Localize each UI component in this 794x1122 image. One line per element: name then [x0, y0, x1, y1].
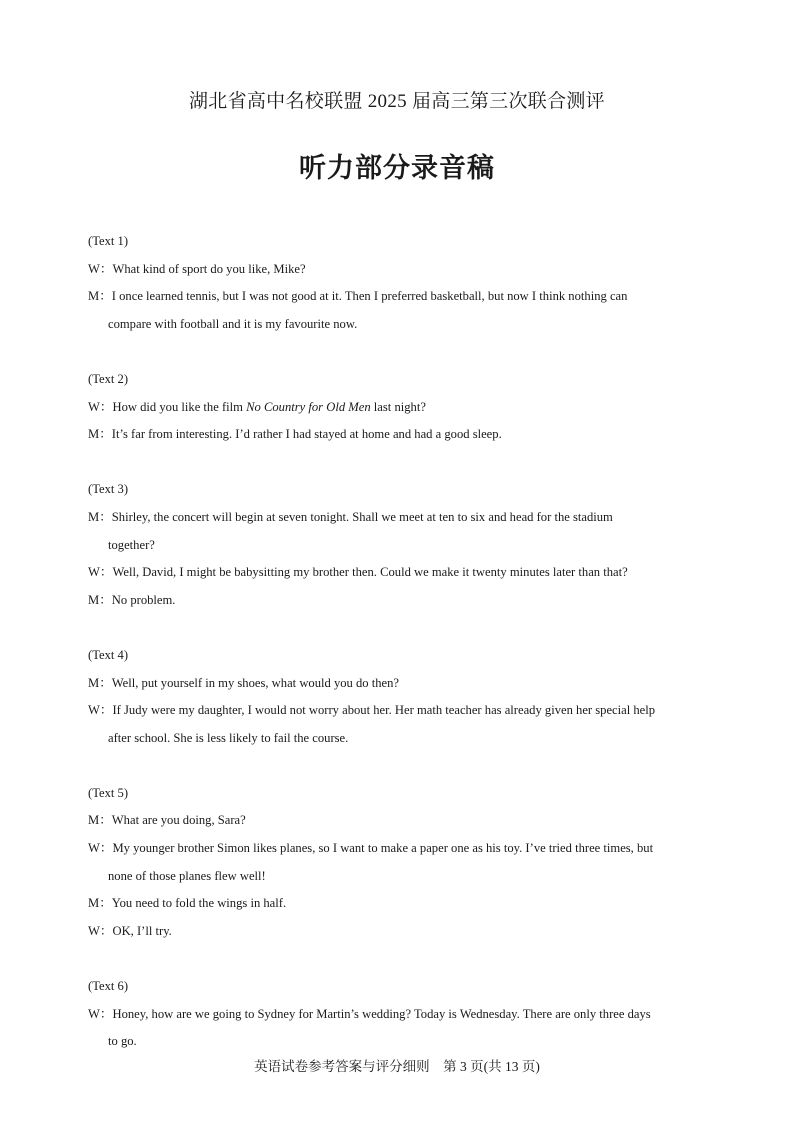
line-text: together? [108, 537, 155, 552]
transcript-section [88, 228, 710, 338]
section-label: (Text 2) [88, 371, 129, 386]
section-label: (Text 1) [88, 234, 129, 248]
line-text: compare with football and it is my favourite now. [108, 316, 358, 331]
speaker-tag: M： [88, 675, 112, 690]
line-text: I once learned tennis, but I was not good at it. Then I preferred basketball, but now I think nothing can [111, 289, 628, 304]
dialogue-line [88, 670, 710, 698]
line-text: How did you like the film [112, 399, 247, 414]
dialogue-line [88, 697, 710, 725]
line-text: If Judy were my daughter, I would not worry about her. Her math teacher has already given her special help [112, 703, 656, 718]
dialogue-line [88, 283, 710, 311]
document-title: 听力部分录音稿 [299, 153, 495, 184]
speaker-tag: W： [88, 703, 113, 718]
line-text: Shirley, the concert will begin at seven tonight. Shall we meet at ten to six and head for the stadium [111, 509, 613, 524]
exam-title: 湖北省高中名校联盟 2025 届高三第三次联合测评 [188, 91, 605, 112]
dialogue-line [88, 311, 710, 339]
section-label: (Text 4) [88, 647, 129, 662]
dialogue-line [88, 532, 710, 560]
line-text: What are you doing, Sara? [111, 813, 246, 828]
transcript-section [88, 366, 710, 449]
transcript-body [88, 228, 710, 1083]
dialogue-line [88, 835, 710, 863]
transcript-section [88, 642, 710, 752]
line-text: to go. [108, 1034, 137, 1049]
dialogue-line [88, 863, 710, 891]
speaker-tag: W： [88, 399, 113, 414]
dialogue-line [88, 890, 710, 918]
speaker-tag: W： [88, 923, 113, 938]
line-text: You need to fold the wings in half. [111, 896, 287, 911]
speaker-tag: M： [88, 896, 112, 911]
line-text: No problem. [111, 592, 176, 607]
line-text: It’s far from interesting. I’d rather I had stayed at home and had a good sleep. [111, 427, 502, 442]
transcript-section [88, 973, 710, 1056]
speaker-tag: W： [88, 1006, 113, 1021]
page-footer: 英语试卷参考答案与评分细则 第 3 页(共 13 页) [254, 1059, 540, 1074]
line-text: after school. She is less likely to fail the course. [108, 730, 349, 745]
speaker-tag: M： [88, 592, 112, 607]
dialogue-line [88, 1001, 710, 1029]
line-text: Well, David, I might be babysitting my brother then. Could we make it twenty minutes later than that? [112, 565, 628, 580]
dialogue-line [88, 1028, 710, 1056]
dialogue-line [88, 504, 710, 532]
speaker-tag: M： [88, 427, 112, 442]
dialogue-line [88, 559, 710, 587]
section-label: (Text 6) [88, 979, 129, 994]
line-text: My younger brother Simon likes planes, so I want to make a paper one as his toy. I’ve tried three times, but [112, 841, 654, 856]
speaker-tag: M： [88, 509, 112, 524]
transcript-section [88, 476, 710, 614]
section-label: (Text 5) [88, 785, 129, 800]
dialogue-line [88, 256, 710, 284]
speaker-tag: W： [88, 841, 113, 856]
line-text: OK, I’ll try. [112, 923, 172, 938]
speaker-tag: M： [88, 813, 112, 828]
film-title: No Country for Old Men [246, 399, 371, 414]
dialogue-line [88, 807, 710, 835]
dialogue-line [88, 587, 710, 615]
dialogue-line [88, 421, 710, 449]
line-text: Well, put yourself in my shoes, what would you do then? [111, 675, 399, 690]
dialogue-line [88, 725, 710, 753]
line-text: Honey, how are we going to Sydney for Martin’s wedding? Today is Wednesday. There are only three days [112, 1006, 651, 1021]
speaker-tag: W： [88, 565, 113, 580]
speaker-tag: W： [88, 261, 113, 276]
dialogue-line [88, 394, 710, 422]
speaker-tag: M： [88, 289, 112, 304]
dialogue-line [88, 918, 710, 946]
line-text: none of those planes flew well! [108, 868, 266, 883]
line-text: last night? [370, 399, 426, 414]
transcript-section [88, 780, 710, 946]
section-label: (Text 3) [88, 482, 129, 497]
line-text: What kind of sport do you like, Mike? [112, 261, 306, 276]
